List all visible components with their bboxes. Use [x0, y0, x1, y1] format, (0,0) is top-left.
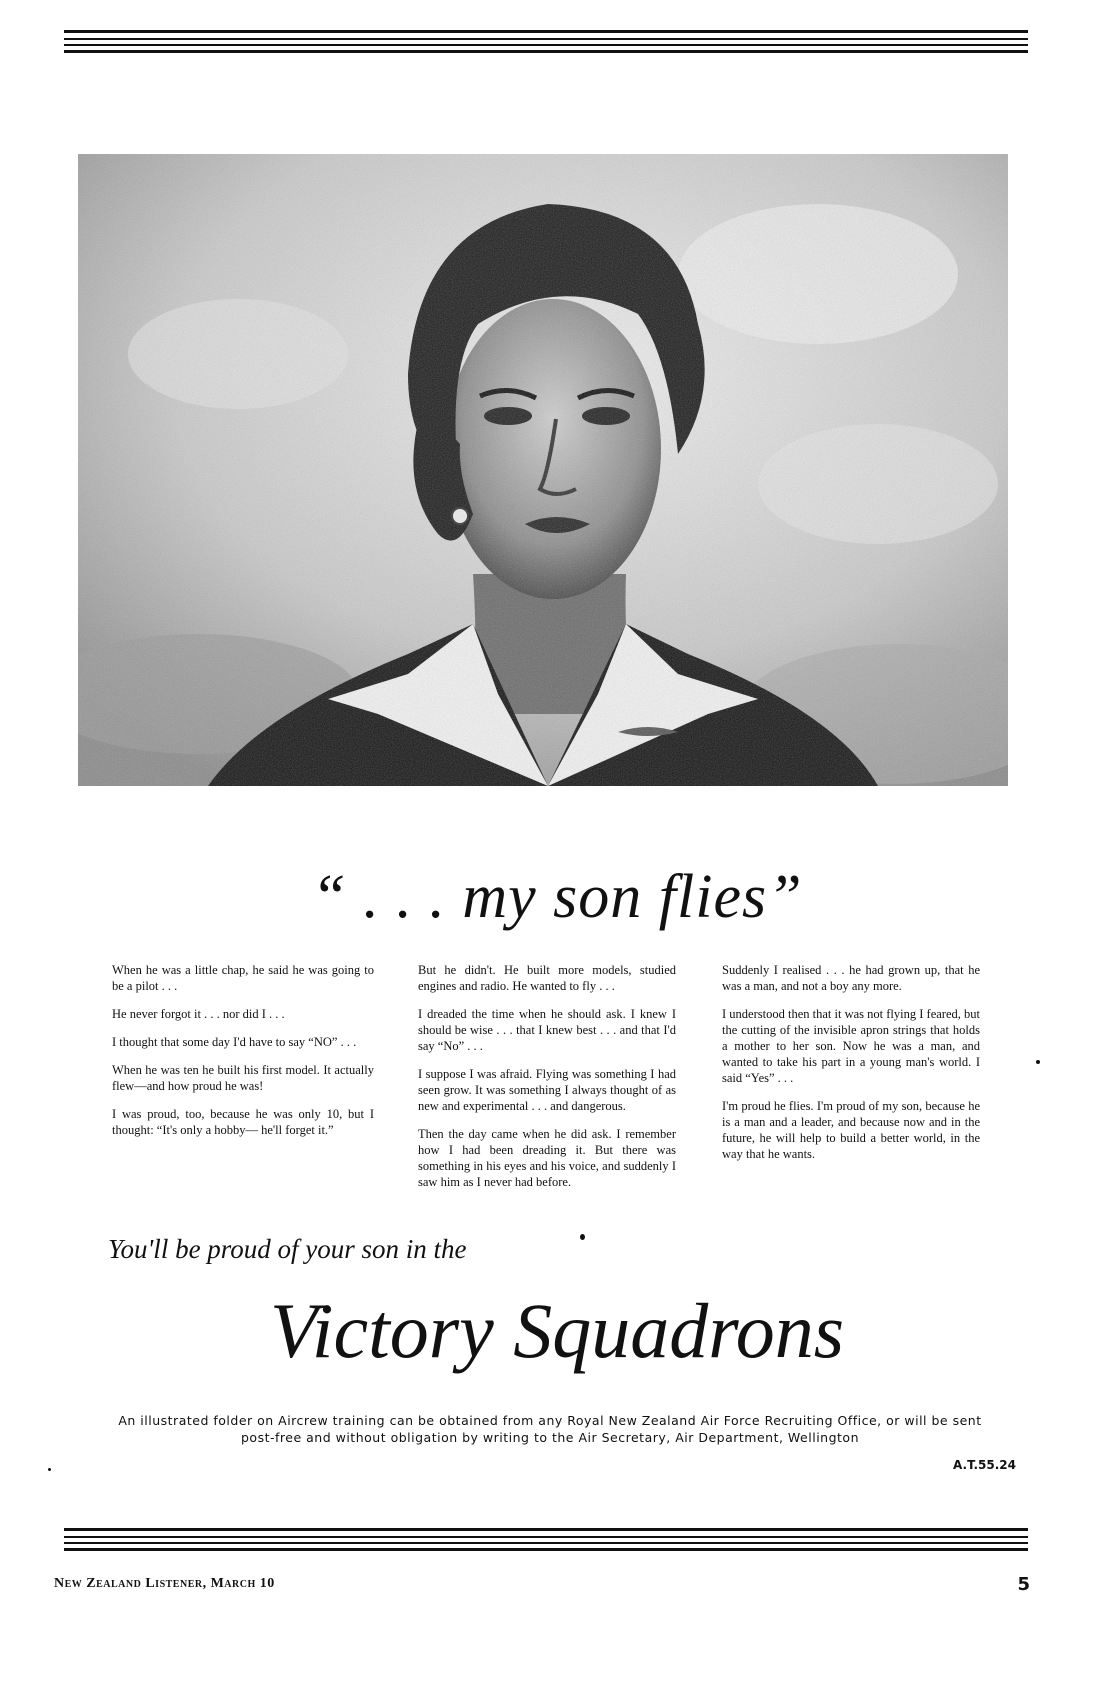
mother-portrait-image	[78, 154, 1008, 786]
body-column-1	[112, 962, 374, 1150]
paragraph: Then the day came when he did ask. I remember how I had been dreading it. But there was something in his eyes and his voice, and suddenly I saw him as I never had before.	[418, 1127, 676, 1189]
paragraph: I was proud, too, because he was only 10, but I thought: “It's only a hobby— he'll forget it.”	[112, 1107, 374, 1137]
body-column-3	[722, 962, 980, 1174]
print-speck	[48, 1468, 51, 1471]
page-number: 5	[1017, 1574, 1030, 1595]
paragraph: But he didn't. He built more models, studied engines and radio. He wanted to fly . . .	[418, 963, 676, 993]
paragraph: He never forgot it . . . nor did I . . .	[112, 1007, 285, 1021]
paragraph: I'm proud he flies. I'm proud of my son, because he is a man and a leader, and because now and in the future, he will help to build a better world, in the way that he wants.	[722, 1099, 980, 1161]
portrait-illustration	[78, 154, 1008, 786]
paragraph: I understood then that it was not flying I feared, but the cutting of the invisible apron strings that holds a mother to her son. Now he was a man, and wanted to take his part in a young man's world. I said “Yes” . . .	[722, 1007, 980, 1085]
paragraph: I suppose I was afraid. Flying was something I had seen grow. It was something I always thought of as new and experimental . . . and dangerous.	[418, 1067, 676, 1113]
print-speck	[580, 1234, 585, 1240]
paragraph: Suddenly I realised . . . he had grown up, that he was a man, and not a boy any more.	[722, 963, 980, 993]
paragraph: I dreaded the time when he should ask. I knew I should be wise . . . that I knew best . . . and that I'd say “No” . . .	[418, 1007, 676, 1053]
paragraph: When he was a little chap, he said he was going to be a pilot . . .	[112, 963, 374, 993]
body-column-2	[418, 962, 676, 1202]
masthead: New Zealand Listener, March 10	[54, 1576, 275, 1591]
headline: “ . . . my son flies”	[311, 863, 803, 931]
print-speck	[1036, 1060, 1040, 1064]
top-rules	[64, 30, 1028, 60]
paragraph: When he was ten he built his first model. It actually flew—and how proud he was!	[112, 1063, 374, 1093]
recruiting-note: An illustrated folder on Aircrew training can be obtained from any Royal New Zealand Air Force Recruiting Office, or will be sent post-free and without obligation by writing to the Air Secretary, Air Department, Wellington	[118, 1413, 982, 1445]
tagline: You'll be proud of your son in the	[108, 1234, 467, 1264]
paragraph: I thought that some day I'd have to say “NO” . . .	[112, 1035, 357, 1049]
bottom-rules	[64, 1528, 1028, 1558]
victory-squadrons-title: Victory Squadrons	[269, 1287, 845, 1374]
ad-code: A.T.55.24	[953, 1458, 1016, 1472]
